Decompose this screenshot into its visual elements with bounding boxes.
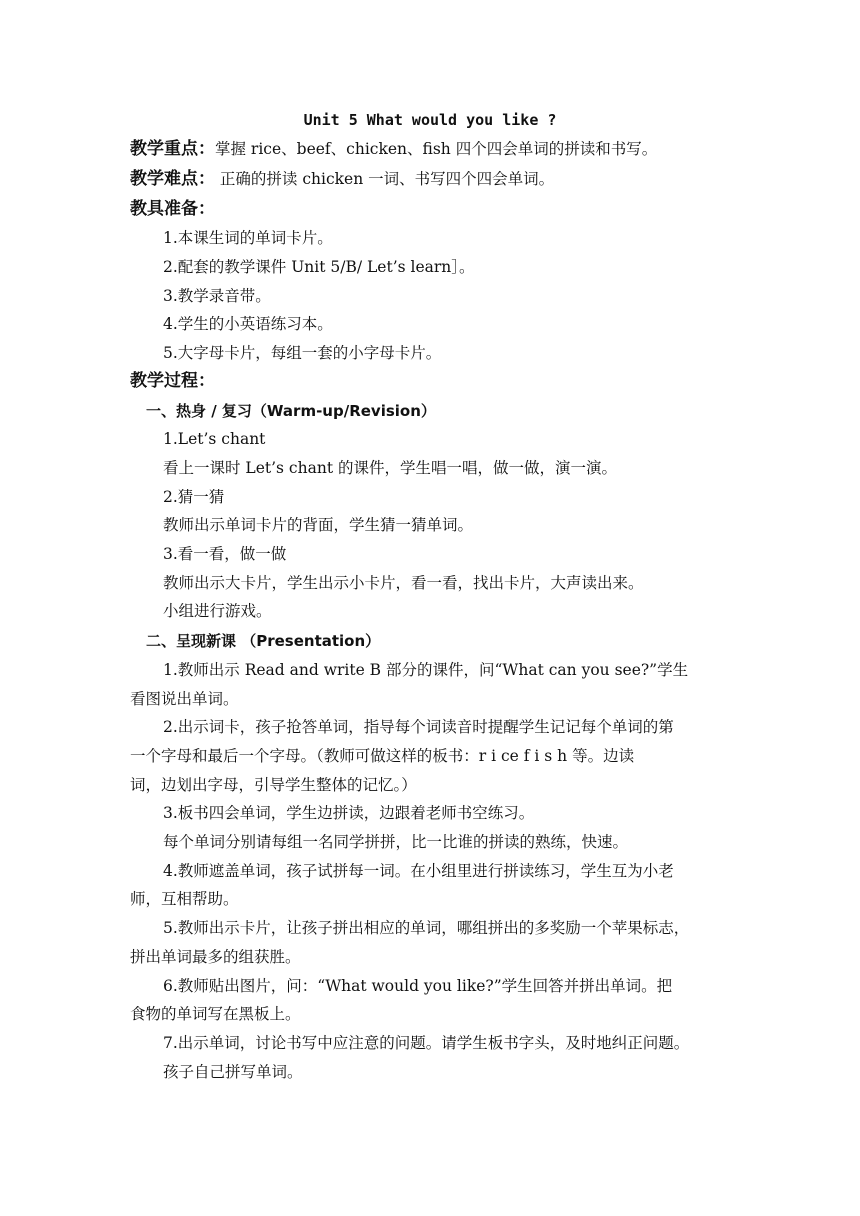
warmup-line: 看上一课时 Let’s chant 的课件，学生唱一唱，做一做，演一演。 bbox=[163, 459, 617, 477]
warmup-line: 3.看一看，做一做 bbox=[163, 545, 287, 563]
warmup-line: 教师出示单词卡片的背面，学生猜一猜单词。 bbox=[163, 516, 474, 534]
warmup-line: 教师出示大卡片，学生出示小卡片，看一看，找出卡片，大声读出来。 bbox=[163, 574, 644, 592]
presentation-line: 食物的单词写在黑板上。 bbox=[130, 1005, 301, 1023]
presentation-line: 拼出单词最多的组获胜。 bbox=[130, 948, 301, 966]
presentation-line: 7.出示单词，讨论书写中应注意的问题。请学生板书字头，及时地纠正问题。 bbox=[163, 1034, 690, 1052]
process-heading: 教学过程： bbox=[130, 371, 215, 391]
presentation-line: 师，互相帮助。 bbox=[130, 890, 239, 908]
difficulty-text: 正确的拼读 chicken 一词、书写四个四会单词。 bbox=[215, 170, 555, 188]
focus-label: 教学重点： bbox=[130, 139, 215, 159]
tools-item: 2.配套的教学课件 Unit 5/B/ Let’s learn］。 bbox=[163, 258, 475, 276]
focus-text: 掌握 rice、beef、chicken、fish 四个四会单词的拼读和书写。 bbox=[215, 140, 658, 158]
presentation-line: 5.教师出示卡片，让孩子拼出相应的单词，哪组拼出的多奖励一个苹果标志， bbox=[163, 919, 690, 937]
presentation-line: 孩子自己拼写单词。 bbox=[163, 1063, 303, 1081]
focus-row bbox=[130, 138, 657, 160]
presentation-line: 6.教师贴出图片，问：“What would you like?”学生回答并拼出单词。把 bbox=[163, 977, 673, 995]
difficulty-label: 教学难点： bbox=[130, 169, 215, 189]
presentation-line: 词，边划出字母，引导学生整体的记忆。） bbox=[130, 776, 417, 794]
warmup-line: 小组进行游戏。 bbox=[163, 602, 272, 620]
presentation-line: 1.教师出示 Read and write B 部分的课件，问“What can you see?”学生 bbox=[163, 661, 689, 679]
tools-item: 4.学生的小英语练习本。 bbox=[163, 315, 333, 333]
warmup-line: 1.Let’s chant bbox=[163, 430, 266, 448]
warmup-heading: 一、热身 / 复习（Warm-up/Revision） bbox=[146, 402, 436, 420]
tools-item: 3.教学录音带。 bbox=[163, 287, 271, 305]
presentation-line: 看图说出单词。 bbox=[130, 690, 239, 708]
tools-item: 5.大字母卡片，每组一套的小字母卡片。 bbox=[163, 344, 442, 362]
tools-item: 1.本课生词的单词卡片。 bbox=[163, 229, 333, 247]
presentation-line: 4.教师遮盖单词，孩子试拼每一词。在小组里进行拼读练习，学生互为小老 bbox=[163, 862, 674, 880]
presentation-line: 每个单词分别请每组一名同学拼拼，比一比谁的拼读的熟练，快速。 bbox=[163, 833, 629, 851]
presentation-line: 2.出示词卡，孩子抢答单词，指导每个词读音时提醒学生记记每个单词的第 bbox=[163, 718, 674, 736]
presentation-line: 一个字母和最后一个字母。（教师可做这样的板书：r i ce f i s h 等。边读 bbox=[130, 747, 635, 765]
tools-heading: 教具准备： bbox=[130, 199, 215, 219]
page-title: Unit 5 What would you like ? bbox=[303, 111, 557, 129]
warmup-line: 2.猜一猜 bbox=[163, 488, 225, 506]
difficulty-row bbox=[130, 168, 554, 190]
presentation-heading: 二、呈现新课 （Presentation） bbox=[146, 632, 381, 650]
presentation-line: 3.板书四会单词，学生边拼读，边跟着老师书空练习。 bbox=[163, 804, 535, 822]
